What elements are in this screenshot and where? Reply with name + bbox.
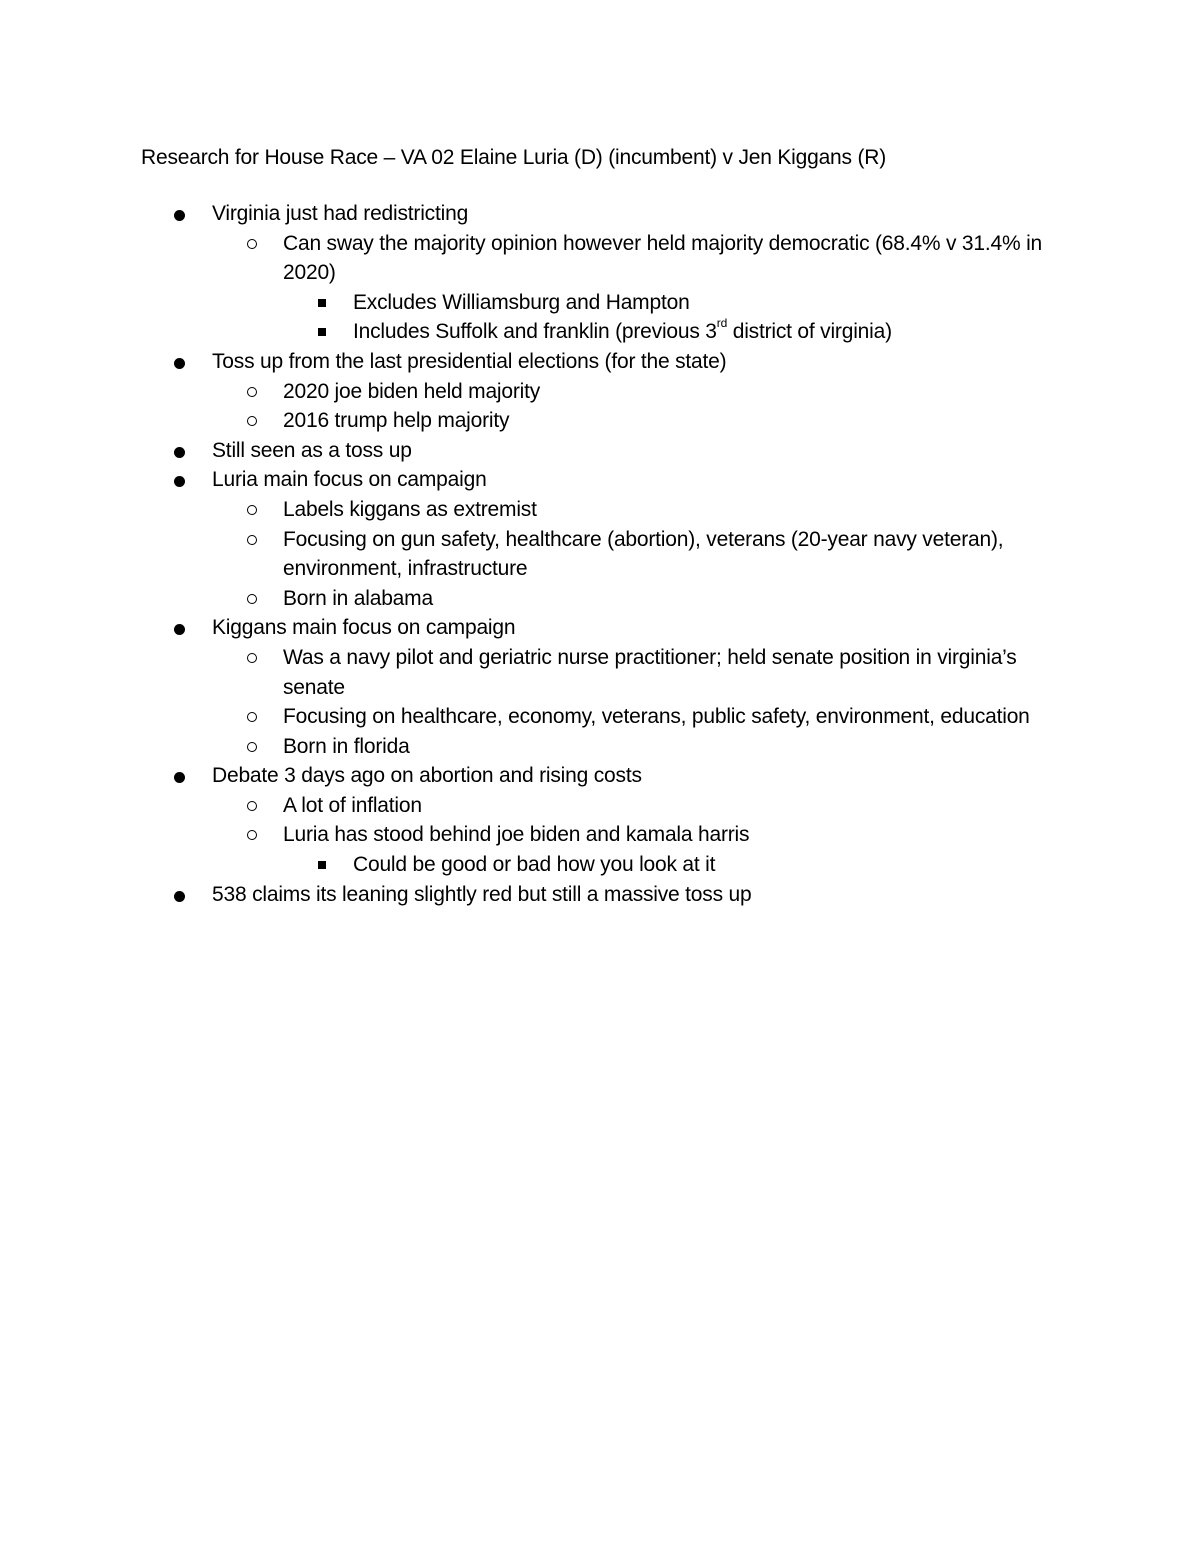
list-item [0, 436, 1072, 466]
list-item-text-main: Can sway the majority opinion however held majority democratic (68.4% v 31.4% in 2020) [283, 231, 1043, 285]
filled-circle-bullet-icon [174, 772, 185, 783]
list-item-text [353, 317, 1073, 347]
hollow-circle-bullet-icon [247, 712, 257, 722]
list-item [0, 229, 1073, 288]
list-item-text [283, 406, 1073, 436]
list-item [0, 199, 1072, 229]
list-item-text-main: A lot of inflation [283, 793, 422, 817]
list-item-text [283, 584, 1073, 614]
list-item [0, 465, 1072, 495]
list-item [0, 820, 1073, 850]
list-item-text-main: 2020 joe biden held majority [283, 379, 541, 403]
list-item-text [212, 613, 1072, 643]
list-item-text [353, 850, 1073, 880]
list-item-text-main: Could be good or bad how you look at it [353, 853, 716, 877]
list-item-text-main: Debate 3 days ago on abortion and rising costs [212, 764, 642, 788]
list-item [0, 347, 1072, 377]
list-item-text [212, 761, 1072, 791]
list-item [0, 525, 1073, 584]
list-item-text [283, 229, 1073, 288]
list-item-text-main: Kiggans main focus on campaign [212, 616, 516, 640]
list-item-text-main: Virginia just had redistricting [212, 202, 469, 225]
list-item-text [212, 347, 1072, 377]
hollow-circle-bullet-icon [247, 239, 257, 249]
list-item [0, 584, 1073, 614]
list-item-text-main: Was a navy pilot and geriatric nurse practitioner; held senate position in virginia’s senate [283, 645, 1017, 699]
document-title: Research for House Race – VA 02 Elaine Luria (D) (incumbent) v Jen Kiggans (R) [141, 146, 887, 169]
list-item [0, 317, 1073, 347]
list-item-text-main: Includes Suffolk and franklin (previous 3 [353, 320, 717, 344]
hollow-circle-bullet-icon [247, 505, 257, 515]
list-item-text-main: Born in florida [283, 734, 410, 758]
filled-circle-bullet-icon [174, 624, 185, 635]
list-item [0, 495, 1073, 525]
list-item-text [283, 732, 1073, 762]
list-item-text [353, 288, 1073, 318]
list-item-text [283, 702, 1073, 732]
hollow-circle-bullet-icon [247, 801, 257, 811]
list-item [0, 761, 1072, 791]
list-item [0, 643, 1073, 702]
list-item [0, 702, 1073, 732]
list-item-text-main: Focusing on gun safety, healthcare (abortion), veterans (20-year navy veteran), environment, infrastructure [283, 527, 1004, 581]
filled-circle-bullet-icon [174, 476, 185, 487]
filled-circle-bullet-icon [174, 358, 185, 369]
list-item-text [283, 643, 1073, 702]
list-item-text [283, 791, 1073, 821]
bullet-list [0, 199, 1200, 909]
filled-circle-bullet-icon [174, 447, 185, 458]
list-item [0, 732, 1073, 762]
square-bullet-icon [318, 299, 326, 307]
list-item-text-main: Toss up from the last presidential elections (for the state) [212, 349, 727, 373]
list-item-text [212, 199, 1072, 229]
list-item-text [283, 495, 1073, 525]
hollow-circle-bullet-icon [247, 416, 257, 426]
list-item-text-main: Labels kiggans as extremist [283, 497, 537, 521]
square-bullet-icon [318, 328, 326, 336]
hollow-circle-bullet-icon [247, 535, 257, 545]
list-item [0, 406, 1073, 436]
list-item [0, 880, 1072, 910]
list-item-text [283, 820, 1073, 850]
filled-circle-bullet-icon [174, 891, 185, 902]
hollow-circle-bullet-icon [247, 594, 257, 604]
list-item-text [283, 525, 1073, 584]
list-item-text-main: Still seen as a toss up [212, 438, 412, 462]
list-item [0, 288, 1073, 318]
list-item-text [212, 436, 1072, 466]
superscript: rd [716, 316, 728, 331]
filled-circle-bullet-icon [174, 210, 185, 221]
list-item-text-main: 2016 trump help majority [283, 409, 510, 433]
list-item-text [212, 880, 1072, 910]
hollow-circle-bullet-icon [247, 653, 257, 663]
list-item [0, 613, 1072, 643]
list-item-text-main: Focusing on healthcare, economy, veterans, public safety, environment, education [283, 705, 1030, 729]
list-item-text-main: Luria main focus on campaign [212, 468, 487, 492]
list-item [0, 791, 1073, 821]
list-item-text [212, 465, 1072, 495]
hollow-circle-bullet-icon [247, 387, 257, 397]
list-item-text-main: Excludes Williamsburg and Hampton [353, 290, 690, 314]
list-item [0, 377, 1073, 407]
hollow-circle-bullet-icon [247, 742, 257, 752]
hollow-circle-bullet-icon [247, 830, 257, 840]
list-item-text [283, 377, 1073, 407]
list-item-text-after: district of virginia) [727, 320, 892, 344]
list-item-text-main: 538 claims its leaning slightly red but still a massive toss up [212, 882, 752, 906]
list-item-text-main: Born in alabama [283, 586, 433, 610]
square-bullet-icon [318, 861, 326, 869]
list-item [0, 850, 1073, 880]
list-item-text-main: Luria has stood behind joe biden and kamala harris [283, 823, 750, 847]
